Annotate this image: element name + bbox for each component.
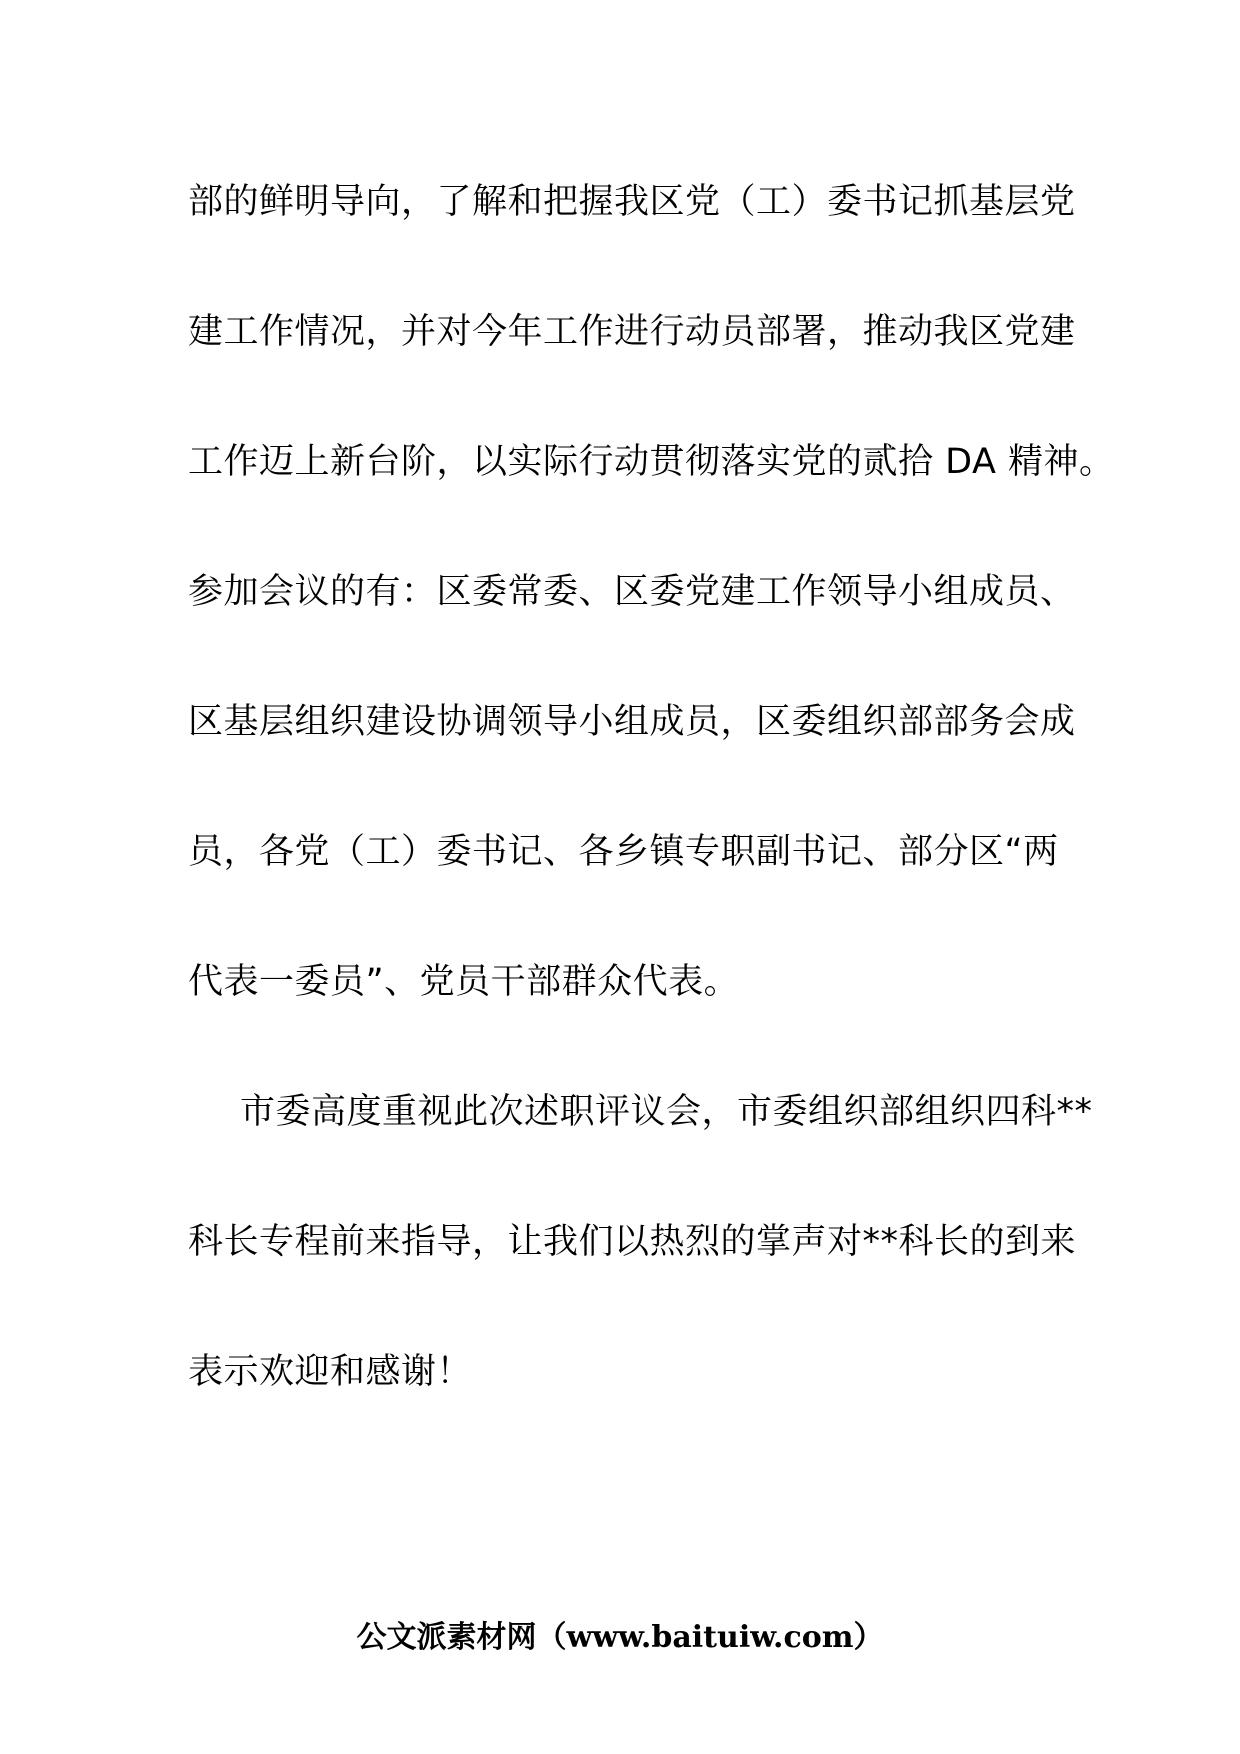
paragraph-line-5: 区基层组织建设协调领导小组成员，区委组织部部务会成 (188, 702, 1076, 742)
paragraph-line-8: 市委高度重视此次述职评议会，市委组织部组织四科** (240, 1092, 1093, 1132)
paragraph-line-7: 代表一委员”、党员干部群众代表。 (188, 962, 740, 1002)
paragraph-line-10: 表示欢迎和感谢！ (188, 1352, 473, 1392)
paragraph-line-3: 工作迈上新台阶，以实际行动贯彻落实党的贰拾 DA 精神。 (188, 442, 1115, 482)
paragraph-line-1: 部的鲜明导向，了解和把握我区党（工）委书记抓基层党 (188, 182, 1076, 222)
paragraph-line-9: 科长专程前来指导，让我们以热烈的掌声对**科长的到来 (188, 1222, 1077, 1262)
paragraph-line-4: 参加会议的有：区委常委、区委党建工作领导小组成员、 (188, 572, 1076, 612)
footer-source: 公文派素材网（www.baituiw.com） (356, 1620, 884, 1655)
paragraph-line-6: 员，各党（工）委书记、各乡镇专职副书记、部分区“两 (188, 832, 1059, 872)
paragraph-line-2: 建工作情况，并对今年工作进行动员部署，推动我区党建 (188, 312, 1076, 352)
